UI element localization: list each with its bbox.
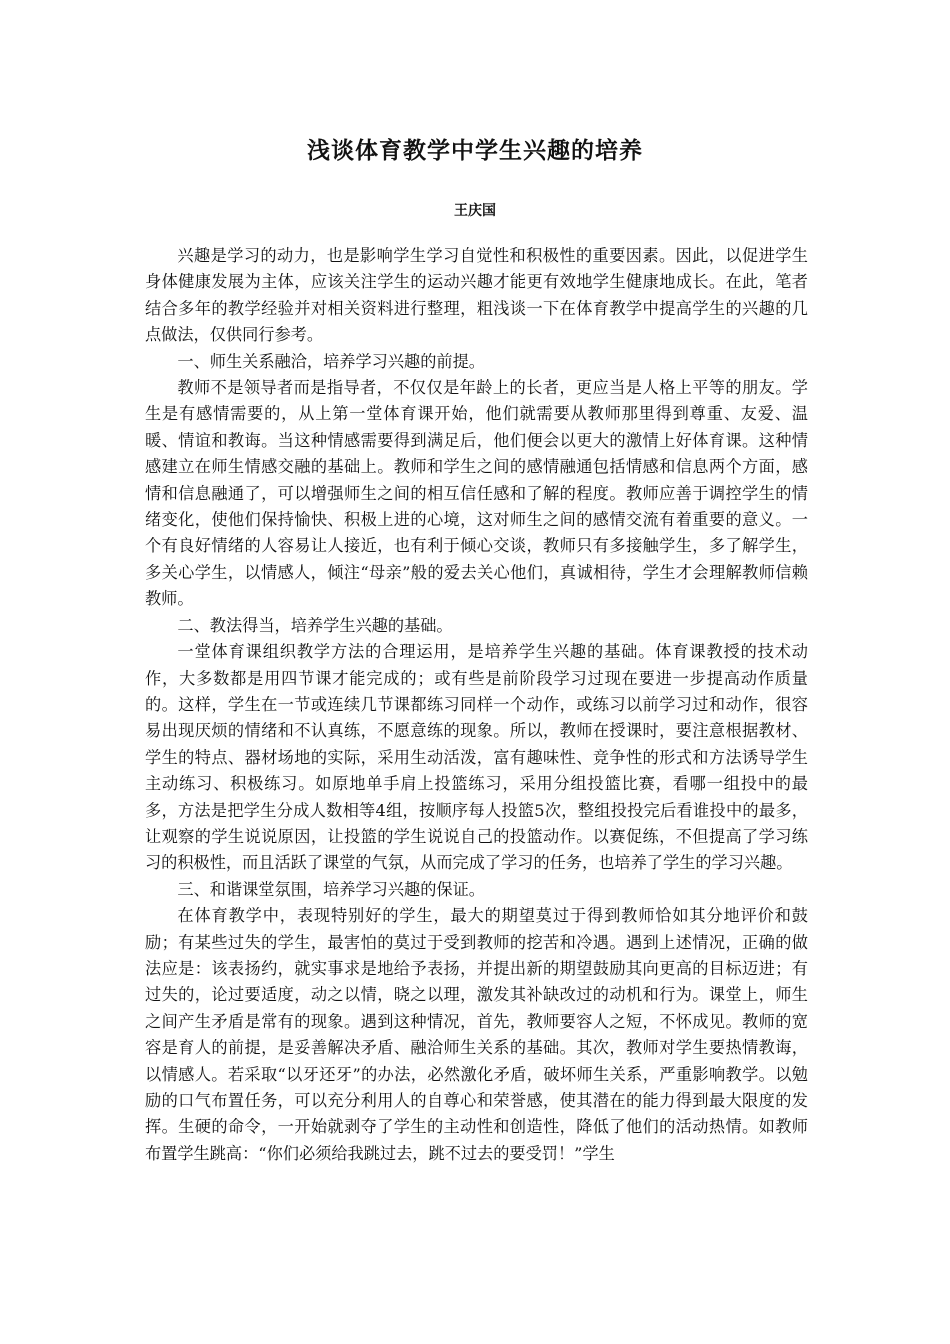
section-heading-3: 三、和谐课堂氛围，培养学习兴趣的保证。 [177, 879, 485, 899]
document-body [145, 243, 808, 1167]
document-author: 王庆国 [454, 203, 496, 219]
section-2-paragraph: 一堂体育课组织教学方法的合理运用，是培养学生兴趣的基础。体育课教授的技术动作，大多数都是用四节课才能完成的；或有些是前阶段学习过现在要进一步提高动作质量的。这样，学生在一节或连续几节课都练习同样一个动作，或练习以前学习过和动作，很容易出现厌烦的情绪和不认真练，不愿意练的现象。所以，教师在授课时，要注意根据教材、学生的特点、器材场地的实际，采用生动活泼，富有趣味性、竞争性的形式和方法诱导学生主动练习、积极练习。如原地单手肩上投篮练习，采用分组投篮比赛，看哪一组投中的最多，方法是把学生分成人数相等4组，按顺序每人投篮5次，整组投投完后看谁投中的最多，让观察的学生说说原因，让投篮的学生说说自己的投篮动作。以赛促练，不但提高了学习练习的积极性，而且活跃了课堂的气氛，从而完成了学习的任务，也培养了学生的学习兴趣。 [145, 642, 808, 873]
section-1-paragraph: 教师不是领导者而是指导者，不仅仅是年龄上的长者，更应当是人格上平等的朋友。学生是有感情需要的，从上第一堂体育课开始，他们就需要从教师那里得到尊重、友爱、温暖、情谊和教诲。当这种情感需要得到满足后，他们便会以更大的激情上好体育课。这种情感建立在师生情感交融的基础上。教师和学生之间的感情融通包括情感和信息两个方面，感情和信息融通了，可以增强师生之间的相互信任感和了解的程度。教师应善于调控学生的情绪变化，使他们保持愉快、积极上进的心境，这对师生之间的感情交流有着重要的意义。一个有良好情绪的人容易让人接近，也有利于倾心交谈，教师只有多接触学生，多了解学生，多关心学生，以情感人，倾注“母亲”般的爱去关心他们，真诚相待，学生才会理解教师信赖教师。 [145, 378, 808, 609]
section-heading-2: 二、教法得当，培养学生兴趣的基础。 [177, 615, 453, 635]
section-3-paragraph: 在体育教学中，表现特别好的学生，最大的期望莫过于得到教师恰如其分地评价和鼓励；有某些过失的学生，最害怕的莫过于受到教师的挖苦和冷遇。遇到上述情况，正确的做法应是：该表扬约，就实事求是地给予表扬，并提出新的期望鼓励其向更高的目标迈进；有过失的，论过要适度，动之以情，晓之以理，激发其补缺改过的动机和行为。课堂上，师生之间产生矛盾是常有的现象。遇到这种情况，首先，教师要容人之短，不怀成见。教师的宽容是育人的前提，是妥善解决矛盾、融洽师生关系的基础。其次，教师对学生要热情教诲，以情感人。若采取“以牙还牙”的办法，必然激化矛盾，破坏师生关系，严重影响教学。以勉励的口气布置任务，可以充分利用人的自尊心和荣誉感，使其潜在的能力得到最大限度的发挥。生硬的命令，一开始就剥夺了学生的主动性和创造性，降低了他们的活动热情。如教师布置学生跳高：“你们必须给我跳过去，跳不过去的要受罚！”学生 [145, 906, 808, 1163]
section-heading-1: 一、师生关系融洽，培养学习兴趣的前提。 [177, 351, 485, 371]
intro-paragraph: 兴趣是学习的动力，也是影响学生学习自觉性和积极性的重要因素。因此，以促进学生身体健康发展为主体，应该关注学生的运动兴趣才能更有效地学生健康地成长。在此，笔者结合多年的教学经验并对相关资料进行整理，粗浅谈一下在体育教学中提高学生的兴趣的几点做法，仅供同行参考。 [145, 246, 808, 345]
document-title: 浅谈体育教学中学生兴趣的培养 [307, 138, 643, 164]
